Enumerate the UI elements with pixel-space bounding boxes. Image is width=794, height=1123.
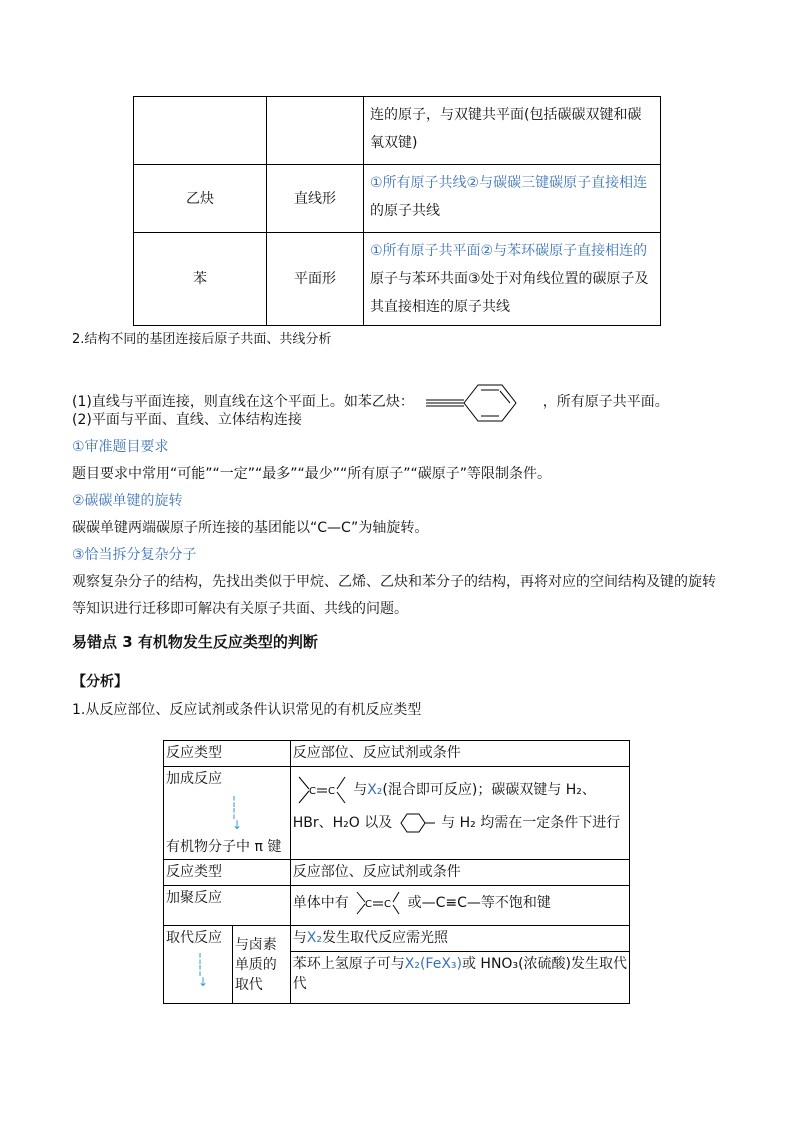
svg-text:C: C <box>327 786 335 797</box>
table-cell: 乙炔 <box>134 165 267 233</box>
table-cell <box>164 926 233 1004</box>
paragraph: 1.从反应部位、反应试剂或条件认识常见的有机反应类型 <box>72 702 422 718</box>
svg-text:C: C <box>384 899 392 910</box>
table-cell <box>290 767 629 860</box>
table-cell: 苯 <box>134 233 267 326</box>
table-row <box>164 767 630 860</box>
table-row <box>164 886 630 926</box>
table-cell <box>364 233 661 326</box>
table-cell: 连的原子，与双键共平面(包括碳碳双键和碳氧双键) <box>364 97 661 165</box>
cell-text: 原子与苯环共面③处于对角线位置的碳原子及其直接相连的原子共线 <box>370 271 649 315</box>
cell-text: 发生取代反应需光照 <box>321 930 448 946</box>
cell-text: ①所有原子共线②与碳碳三键碳原子直接相连 <box>370 175 648 191</box>
cell-text: 单体中有 <box>292 895 349 911</box>
table-cell: 与卤素单质的取代 <box>232 926 290 1004</box>
table-cell <box>164 767 291 860</box>
paragraph: 题目要求中常用“可能”“一定”“最多”“最少”“所有原子”“碳原子”等限制条件。 <box>72 466 552 482</box>
table-cell: 直线形 <box>267 165 364 233</box>
cell-text: HBr、H₂O 以及 <box>292 815 393 831</box>
cell-text: 与 H₂ 均需在一定条件下进行 <box>441 815 621 831</box>
table-cell <box>290 926 629 952</box>
cell-text: 与 <box>292 930 307 946</box>
table-row <box>164 860 630 886</box>
cell-text: (混合即可反应)；碳碳双键与 H₂、 <box>382 782 596 798</box>
paragraph: 碳碳单键两端碳原子所连接的基团能以“C—C”为轴旋转。 <box>72 520 429 536</box>
down-arrow-icon: ¦ ¦ ↓ <box>232 794 243 832</box>
table-row <box>164 741 630 767</box>
phenylacetylene-structure <box>418 382 538 422</box>
table-row <box>134 233 661 326</box>
table-cell: 加聚反应 <box>164 886 291 926</box>
table-row <box>164 926 630 952</box>
cell-text: 有机物分子中 π 键 <box>166 839 282 855</box>
paragraph: 等知识进行迁移即可解决有关原子共面、共线的问题。 <box>72 601 408 617</box>
cell-text: 取代反应 <box>166 930 222 946</box>
alkene-structure <box>293 773 349 807</box>
table-cell <box>364 165 661 233</box>
subheading: ③恰当拆分复杂分子 <box>72 547 197 563</box>
table-row <box>134 97 661 165</box>
cell-text: 或—C≡C—等不饱和键 <box>407 895 551 911</box>
table-cell: 平面形 <box>267 233 364 326</box>
cell-text: ①所有原子共平面②与苯环碳原子直接相连的 <box>370 243 648 259</box>
cell-text: X₂(FeX₃) <box>404 956 462 972</box>
cell-text: 的原子共线 <box>370 203 440 219</box>
cc-text: C <box>308 786 316 797</box>
table-cell <box>290 886 629 926</box>
table-cell: 反应类型 <box>164 860 291 886</box>
section-title: 2.结构不同的基团连接后原子共面、共线分析 <box>72 332 332 347</box>
paragraph: (2)平面与平面、直线、立体结构连接 <box>72 412 302 428</box>
text: (1)直线与平面连接，则直线在这个平面上。如苯乙炔： <box>72 394 414 410</box>
cell-text: X₂ <box>367 782 383 798</box>
table-cell: 反应类型 <box>164 741 291 767</box>
svg-text:C: C <box>365 899 373 910</box>
cell-text: 加成反应 <box>166 771 222 787</box>
reaction-type-table <box>163 740 630 1004</box>
section-heading: 易错点 3 有机物发生反应类型的判断 <box>72 633 318 651</box>
text: ，所有原子共平面。 <box>542 394 669 410</box>
down-arrow-icon: ¦ ¦ ↓ <box>198 951 209 989</box>
structure-table <box>133 96 661 326</box>
cell-text: 苯环上氢原子可与 <box>292 956 405 972</box>
paragraph: 观察复杂分子的结构，先找出类似于甲烷、乙烯、乙炔和苯分子的结构，再将对应的空间结构及键的旋转 <box>72 574 716 590</box>
table-cell <box>290 952 629 1004</box>
table-cell: 反应部位、反应试剂或条件 <box>290 741 629 767</box>
cell-text: X₂ <box>306 930 322 946</box>
alkene-structure <box>353 888 403 918</box>
analysis-label: 【分析】 <box>72 674 128 690</box>
benzene-structure <box>397 811 437 835</box>
table-cell: 反应部位、反应试剂或条件 <box>290 860 629 886</box>
cell-text: 或 HNO₃(浓硫酸)发生取代 <box>461 956 627 972</box>
subheading: ①审准题目要求 <box>72 439 169 455</box>
subheading: ②碳碳单键的旋转 <box>72 493 183 509</box>
cell-text: 与 <box>353 782 368 798</box>
cell-text: 代 <box>292 976 307 992</box>
table-row <box>134 165 661 233</box>
